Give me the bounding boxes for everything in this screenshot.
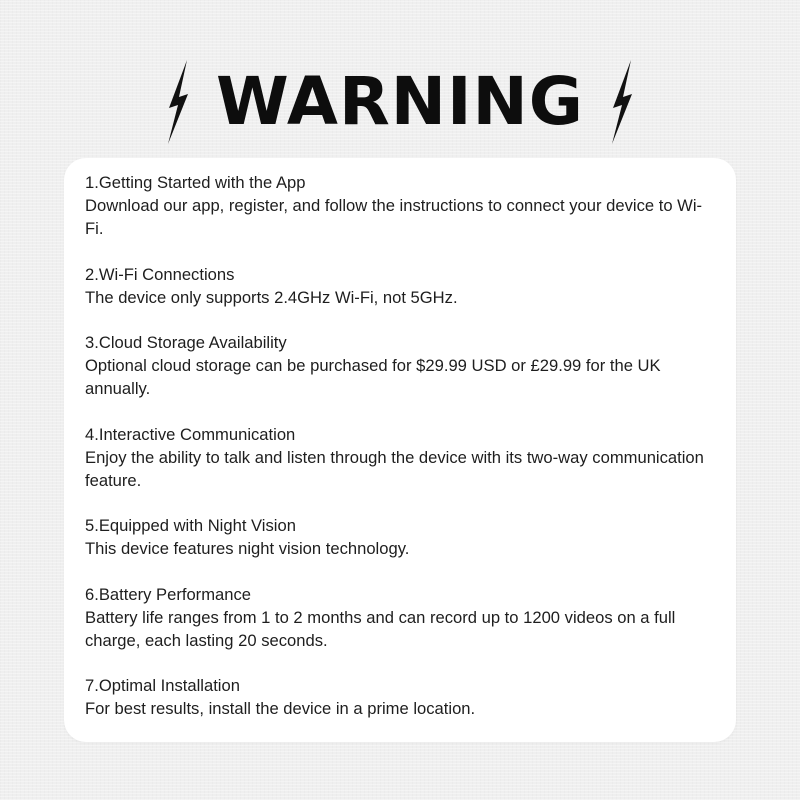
lightning-bolt-icon	[608, 58, 636, 146]
warning-section	[85, 263, 716, 309]
warning-card	[64, 158, 736, 742]
warning-section	[85, 583, 716, 652]
section-heading: 4.Interactive Communication	[85, 424, 296, 444]
section-body: Download our app, register, and follow the instructions to connect your device to Wi-Fi.	[85, 196, 703, 238]
section-heading: 7.Optimal Installation	[85, 676, 240, 695]
warning-header	[0, 56, 800, 148]
section-heading: 1.Getting Started with the App	[85, 173, 306, 192]
lightning-bolt-icon	[164, 58, 192, 146]
section-heading: 2.Wi-Fi Connections	[85, 264, 235, 284]
section-heading: 3.Cloud Storage Availability	[85, 333, 287, 352]
page-title: WARNING	[216, 63, 584, 140]
section-body: For best results, install the device in a prime location.	[85, 699, 476, 718]
warning-section	[85, 674, 716, 720]
warning-section	[85, 171, 716, 240]
section-body: Enjoy the ability to talk and listen through the device with its two-way communication feature.	[85, 447, 704, 490]
section-body: The device only supports 2.4GHz Wi-Fi, not 5GHz.	[85, 287, 458, 307]
section-body: Battery life ranges from 1 to 2 months and can record up to 1200 videos on a full charge, each lasting 20 seconds.	[85, 607, 676, 650]
warning-section	[85, 423, 716, 492]
section-heading: 5.Equipped with Night Vision	[85, 516, 296, 535]
warning-section	[85, 331, 716, 400]
section-body: This device features night vision technology.	[85, 539, 410, 558]
warning-section	[85, 514, 716, 560]
section-heading: 6.Battery Performance	[85, 584, 252, 604]
section-body: Optional cloud storage can be purchased for $29.99 USD or £29.99 for the UK annually.	[85, 356, 661, 398]
